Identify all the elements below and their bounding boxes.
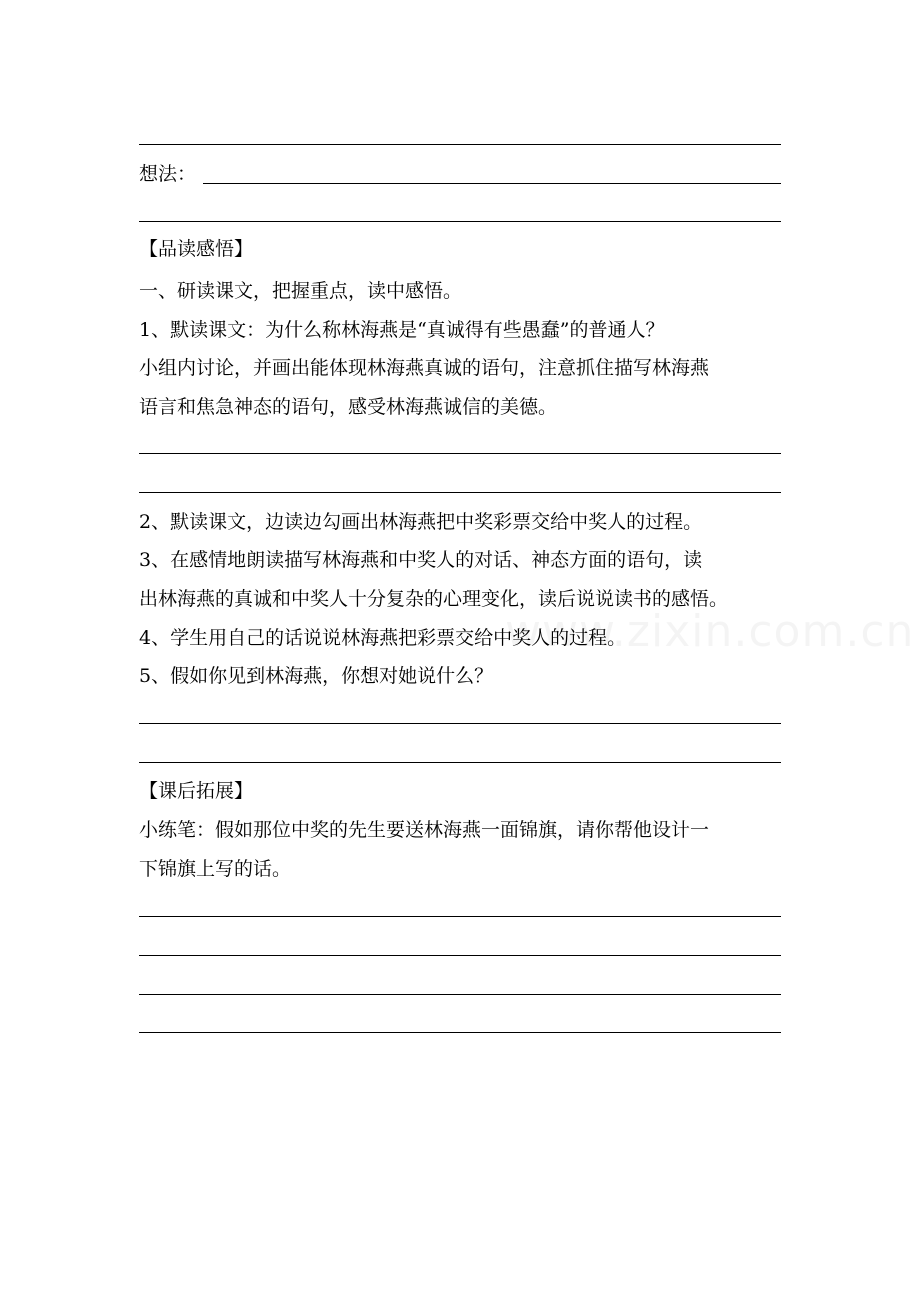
answer-line xyxy=(139,453,781,454)
answer-line xyxy=(139,994,781,995)
answer-line xyxy=(139,723,781,724)
answer-line xyxy=(139,762,781,763)
idea-answer-line xyxy=(203,183,781,184)
question-5: 5、假如你见到林海燕，你想对她说什么？ xyxy=(139,665,494,687)
idea-row xyxy=(139,162,781,188)
question-1: 1、默读课文：为什么称林海燕是“真诚得有些愚蠢”的普通人？ xyxy=(139,319,665,341)
writing-task-line-1: 小练笔：假如那位中奖的先生要送林海燕一面锦旗，请你帮他设计一 xyxy=(139,819,710,841)
question-2: 2、默读课文，边读边勾画出林海燕把中奖彩票交给中奖人的过程。 xyxy=(139,511,703,533)
answer-line xyxy=(139,1032,781,1033)
answer-line xyxy=(139,916,781,917)
section-title-extension: 【课后拓展】 xyxy=(139,780,254,802)
answer-line xyxy=(139,144,781,145)
question-1-detail-line-1: 小组内讨论，并画出能体现林海燕真诚的语句，注意抓住描写林海燕 xyxy=(139,357,710,379)
answer-line xyxy=(139,955,781,956)
question-3-line-2: 出林海燕的真诚和中奖人十分复杂的心理变化，读后说说读书的感悟。 xyxy=(139,588,729,610)
section-title-reading: 【品读感悟】 xyxy=(139,238,254,260)
question-3-line-1: 3、在感情地朗读描写林海燕和中奖人的对话、神态方面的语句，读 xyxy=(139,549,703,571)
step-one: 一、研读课文，把握重点，读中感悟。 xyxy=(139,280,463,302)
question-4: 4、学生用自己的话说说林海燕把彩票交给中奖人的过程。 xyxy=(139,627,627,649)
site-watermark xyxy=(505,606,914,657)
answer-line xyxy=(139,221,781,222)
answer-line xyxy=(139,492,781,493)
question-1-detail-line-2: 语言和焦急神态的语句，感受林海燕诚信的美德。 xyxy=(139,396,558,418)
writing-task-line-2: 下锦旗上写的话。 xyxy=(139,858,292,880)
idea-label: 想法： xyxy=(139,163,197,185)
